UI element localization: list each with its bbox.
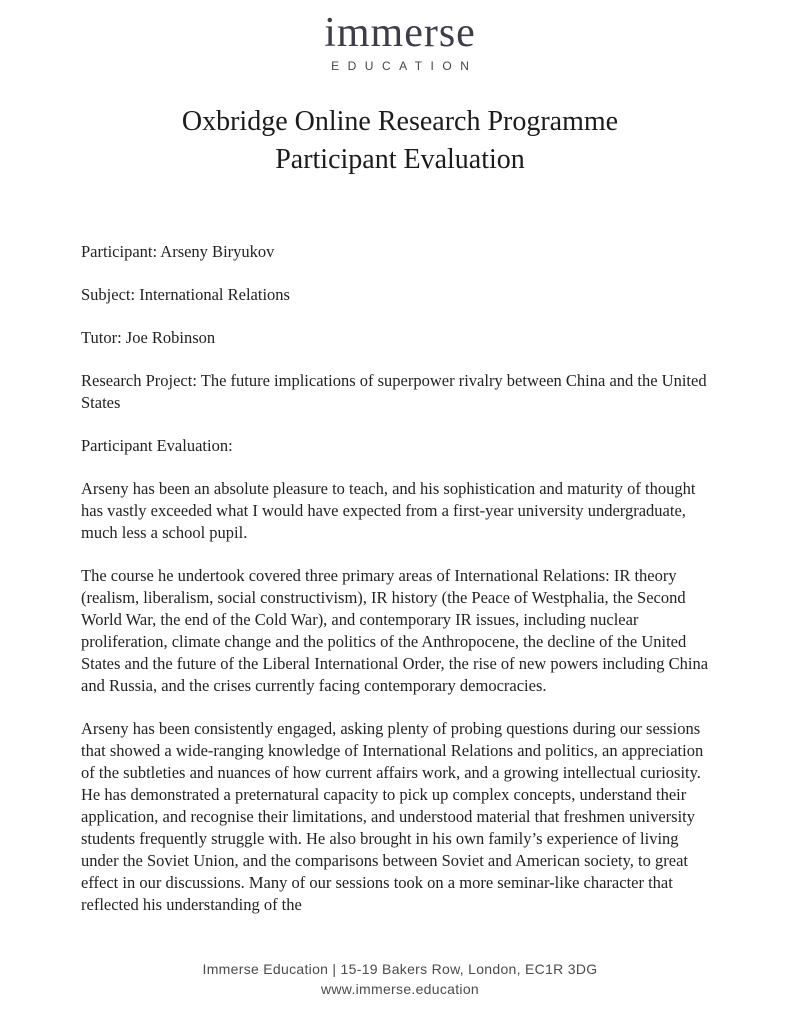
participant-field: Participant: Arseny Biryukov <box>81 242 275 261</box>
subject-field: Subject: International Relations <box>81 285 290 304</box>
research-project-field: Research Project: The future implications of superpower rivalry between China and the United States <box>81 371 707 412</box>
immerse-education-logo <box>0 0 800 73</box>
tutor-field: Tutor: Joe Robinson <box>81 328 216 347</box>
page-title <box>0 103 800 179</box>
page-title-line2: Participant Evaluation <box>275 144 525 175</box>
document-body <box>0 241 800 916</box>
page-title-line1: Oxbridge Online Research Programme <box>181 106 619 137</box>
footer-website: www.immerse.education <box>320 981 480 997</box>
evaluation-paragraph: The course he undertook covered three primary areas of International Relations: IR theory (realism, liberalism, social constructivism), IR history (the Peace of Westphalia, the Second World War, the end of the Cold War), and contemporary IR issues, including nuclear proliferation, climate change and the politics of the Anthropocene, the decline of the United States and the future of the Liberal International Order, the rise of new powers including China and Russia, and the crises currently facing contemporary democracies. <box>81 566 709 695</box>
logo-subtitle: EDUCATION <box>331 59 478 73</box>
evaluation-heading: Participant Evaluation: <box>81 436 233 455</box>
evaluation-paragraph: Arseny has been an absolute pleasure to teach, and his sophistication and maturity of thought has vastly exceeded what I would have expected from a first-year university undergraduate, much less a school pupil. <box>81 479 696 542</box>
page-footer <box>0 959 800 999</box>
footer-address: Immerse Education | 15-19 Bakers Row, London, EC1R 3DG <box>202 961 598 977</box>
evaluation-paragraph: Arseny has been consistently engaged, asking plenty of probing questions during our sessions that showed a wide-ranging knowledge of International Relations and politics, an appreciation of the subtleties and nuances of how current affairs work, and a growing intellectual curiosity. He has demonstrated a preternatural capacity to pick up complex concepts, understand their application, and recognise their limitations, and understood material that freshmen university students frequently struggle with. He also brought in his own family’s experience of living under the Soviet Union, and the comparisons between Soviet and American society, to great effect in our discussions. Many of our sessions took on a more seminar-like character that reflected his understanding of the <box>81 719 704 914</box>
logo-wordmark: immerse <box>324 10 476 56</box>
